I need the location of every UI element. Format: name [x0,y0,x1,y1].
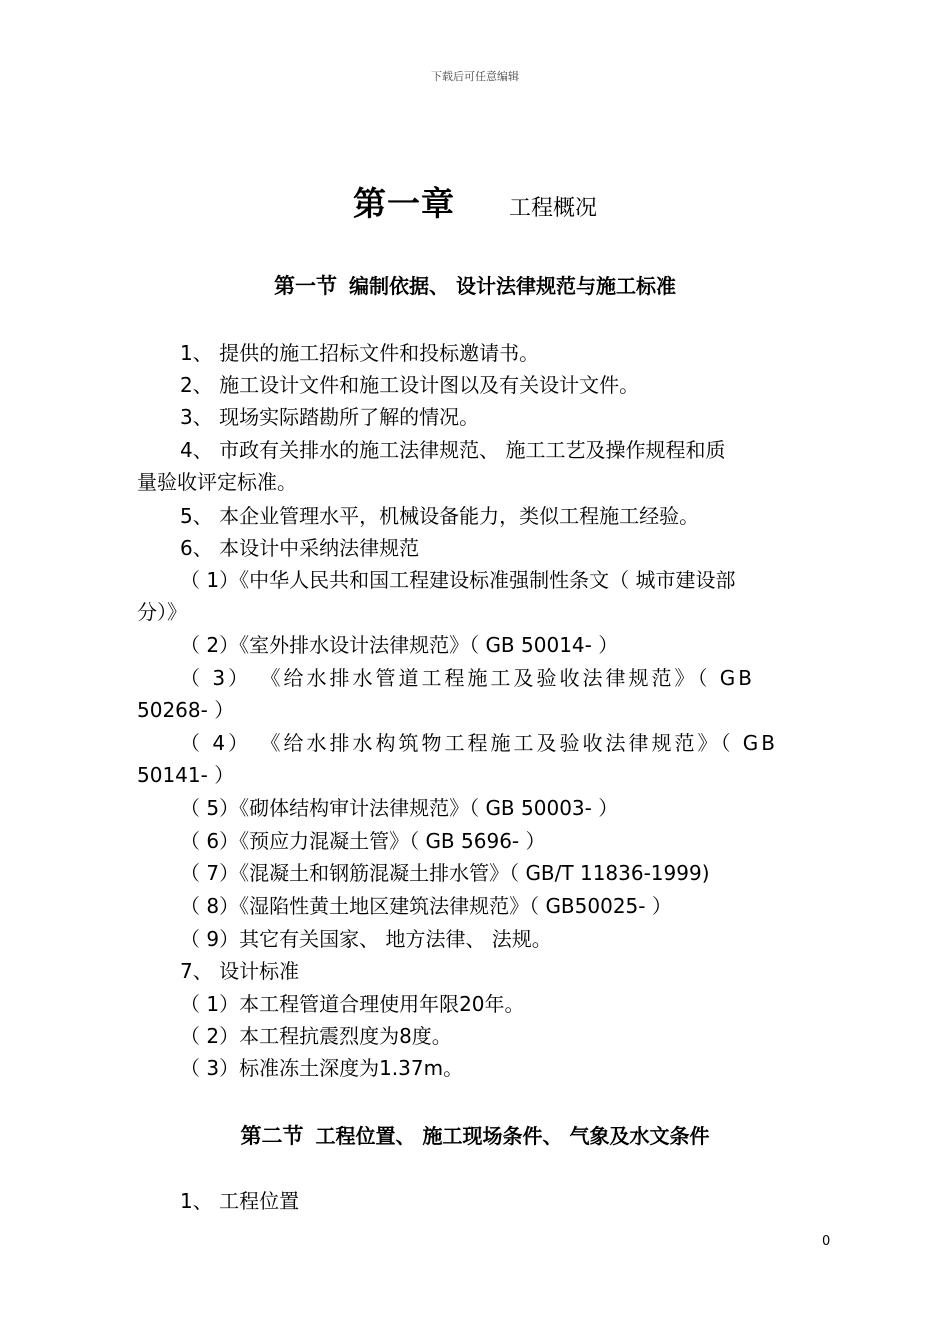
list-item: 1、 提供的施工招标文件和投标邀请书。 [180,341,540,365]
list-item: （ 5）《砌体结构审计法律规范》（ GB 50003- ） [180,796,619,820]
section-name: 编制依据、 设计法律规范与施工标准 [349,274,676,298]
chapter-number: 第一章 [352,184,455,223]
section-number: 第一节 [274,274,338,298]
list-item: （ 3）标准冻土深度为1.37m。 [180,1056,464,1080]
list-item: 6、 本设计中采纳法律规范 [180,536,420,560]
list-item: （ 4） 《给水排水构筑物工程施工及验收法律规范》（ GB [180,731,779,755]
chapter-title [0,178,950,225]
section-title [0,270,950,300]
list-item: （ 7）《混凝土和钢筋混凝土排水管》（ GB/T 11836-1999) [180,861,710,885]
list-item: 4、 市政有关排水的施工法律规范、 施工工艺及操作规程和质 [180,438,726,462]
list-item: 5、 本企业管理水平，机械设备能力，类似工程施工经验。 [180,504,700,528]
list-item: （ 1）本工程管道合理使用年限20年。 [180,992,525,1016]
list-item: 2、 施工设计文件和施工设计图以及有关设计文件。 [180,373,640,397]
list-item: 1、 工程位置 [180,1189,300,1213]
section-title [0,1120,950,1150]
list-item: （ 9）其它有关国家、 地方法律、 法规。 [180,927,552,951]
list-item: （ 8）《湿陷性黄土地区建筑法律规范》（ GB50025- ） [180,894,672,918]
section-number: 第二节 [240,1124,304,1148]
list-item-continuation: 分）》 [137,600,187,624]
list-item: （ 3） 《给水排水管道工程施工及验收法律规范》（ GB [180,666,756,690]
list-item-continuation: 50141- ） [137,763,235,787]
chapter-name: 工程概况 [508,196,597,221]
list-item: （ 6）《预应力混凝土管》（ GB 5696- ） [180,829,546,853]
list-item: （ 2）本工程抗震烈度为8度。 [180,1024,452,1048]
list-item-continuation: 量验收评定标准。 [137,470,297,494]
section-name: 工程位置、 施工现场条件、 气象及水文条件 [315,1124,710,1148]
page-number: 0 [822,1234,831,1249]
list-item: 7、 设计标准 [180,959,300,983]
list-item: （ 2）《室外排水设计法律规范》（ GB 50014- ） [180,633,619,657]
list-item: 3、 现场实际踏勘所了解的情况。 [180,405,480,429]
page-header: 下载后可任意编辑 [431,70,519,83]
list-item: （ 1）《中华人民共和国工程建设标准强制性条文（ 城市建设部 [180,568,736,592]
list-item-continuation: 50268- ） [137,698,235,722]
